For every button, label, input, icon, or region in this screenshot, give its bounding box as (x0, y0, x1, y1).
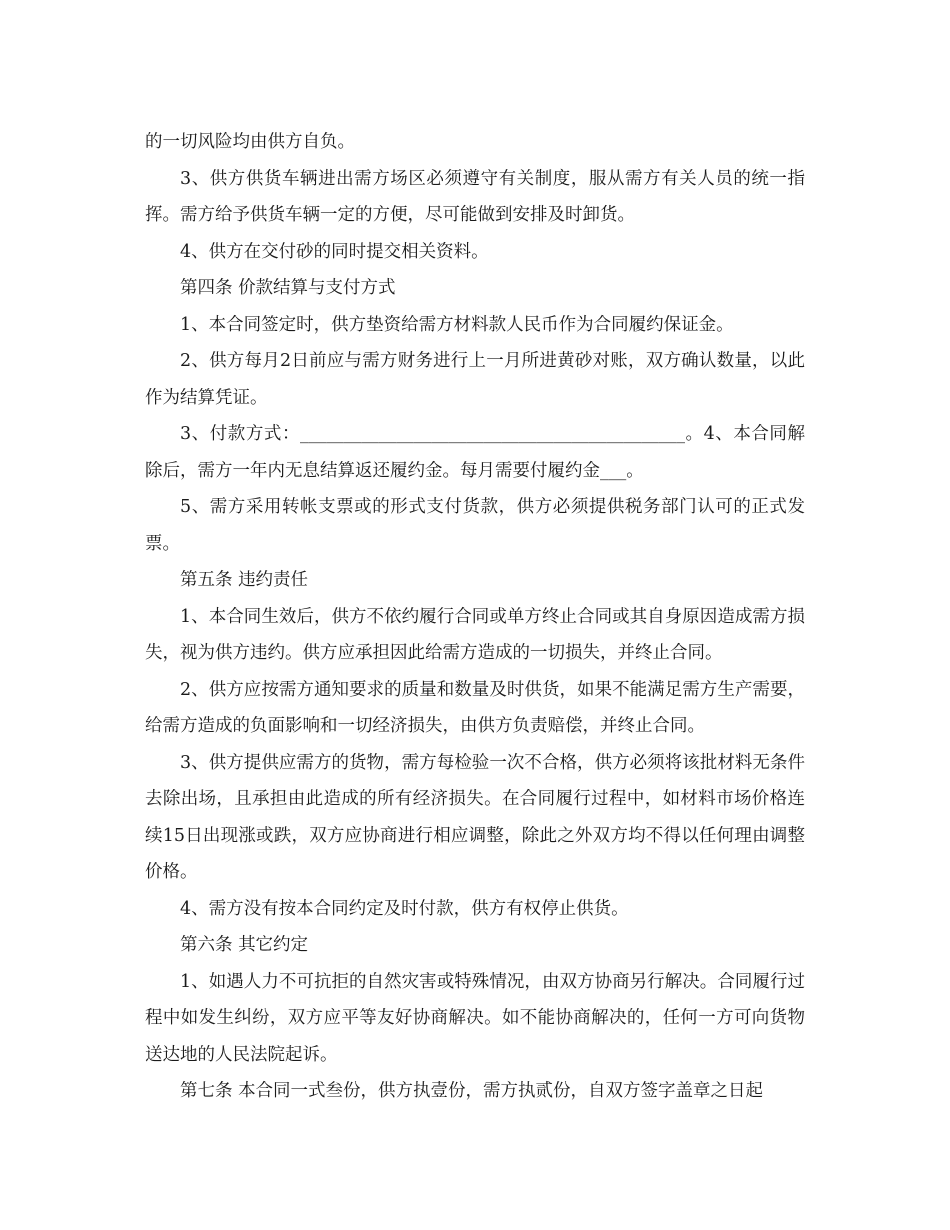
section-heading-article-4: 第四条 价款结算与支付方式 (180, 278, 396, 298)
paragraph-breach-3: 3、供方提供应需方的货物，需方每检验一次不合格，供方必须将该批材料无条件去除出场，且承担由此造成的所有经济损失。在合同履行过程中，如材料市场价格连续15日出现涨或跌，双方应协商进行相应调整，除此之外双方均不得以任何理由调整价格。 (145, 752, 805, 882)
paragraph-payment-5: 5、需方采用转帐支票或的形式支付货款，供方必须提供税务部门认可的正式发票。 (145, 497, 805, 554)
section-heading-article-5: 第五条 违约责任 (180, 570, 309, 590)
paragraph-breach-1: 1、本合同生效后，供方不依约履行合同或单方终止合同或其自身原因造成需方损失，视为供方违约。供方应承担因此给需方造成的一切损失，并终止合同。 (145, 606, 805, 663)
paragraph-breach-4: 4、需方没有按本合同约定及时付款，供方有权停止供货。 (180, 898, 629, 919)
paragraph-other-1: 1、如遇人力不可抗拒的自然灾害或特殊情况，由双方协商另行解决。合同履行过程中如发生纠纷，双方应平等友好协商解决。如不能协商解决的，任何一方可向货物送达地的人民法院起诉。 (145, 971, 805, 1065)
section-heading-article-7: 第七条 本合同一式叁份，供方执壹份，需方执贰份，自双方签字盖章之日起 (180, 1081, 764, 1101)
section-heading-article-6: 第六条 其它约定 (180, 935, 309, 955)
document-body (145, 124, 805, 1110)
paragraph-continuation: 的一切风险均由供方自负。 (145, 132, 355, 152)
paragraph-payment-2: 2、供方每月2日前应与需方财务进行上一月所进黄砂对账，双方确认数量，以此作为结算凭证。 (145, 351, 805, 408)
paragraph-clause-4-documents: 4、供方在交付砂的同时提交相关资料。 (180, 241, 489, 262)
paragraph-payment-3: 3、付款方式：____________________________________________。4、本合同解除后，需方一年内无息结算返还履约金。每月需要付履约金___。 (145, 424, 805, 481)
paragraph-breach-2: 2、供方应按需方通知要求的质量和数量及时供货，如果不能满足需方生产需要，给需方造成的负面影响和一切经济损失，由供方负责赔偿，并终止合同。 (145, 679, 805, 736)
paragraph-clause-3-vehicles: 3、供方供货车辆进出需方场区必须遵守有关制度，服从需方有关人员的统一指挥。需方给予供货车辆一定的方便，尽可能做到安排及时卸货。 (145, 168, 805, 225)
paragraph-payment-1: 1、本合同签定时，供方垫资给需方材料款人民币作为合同履约保证金。 (180, 314, 734, 335)
